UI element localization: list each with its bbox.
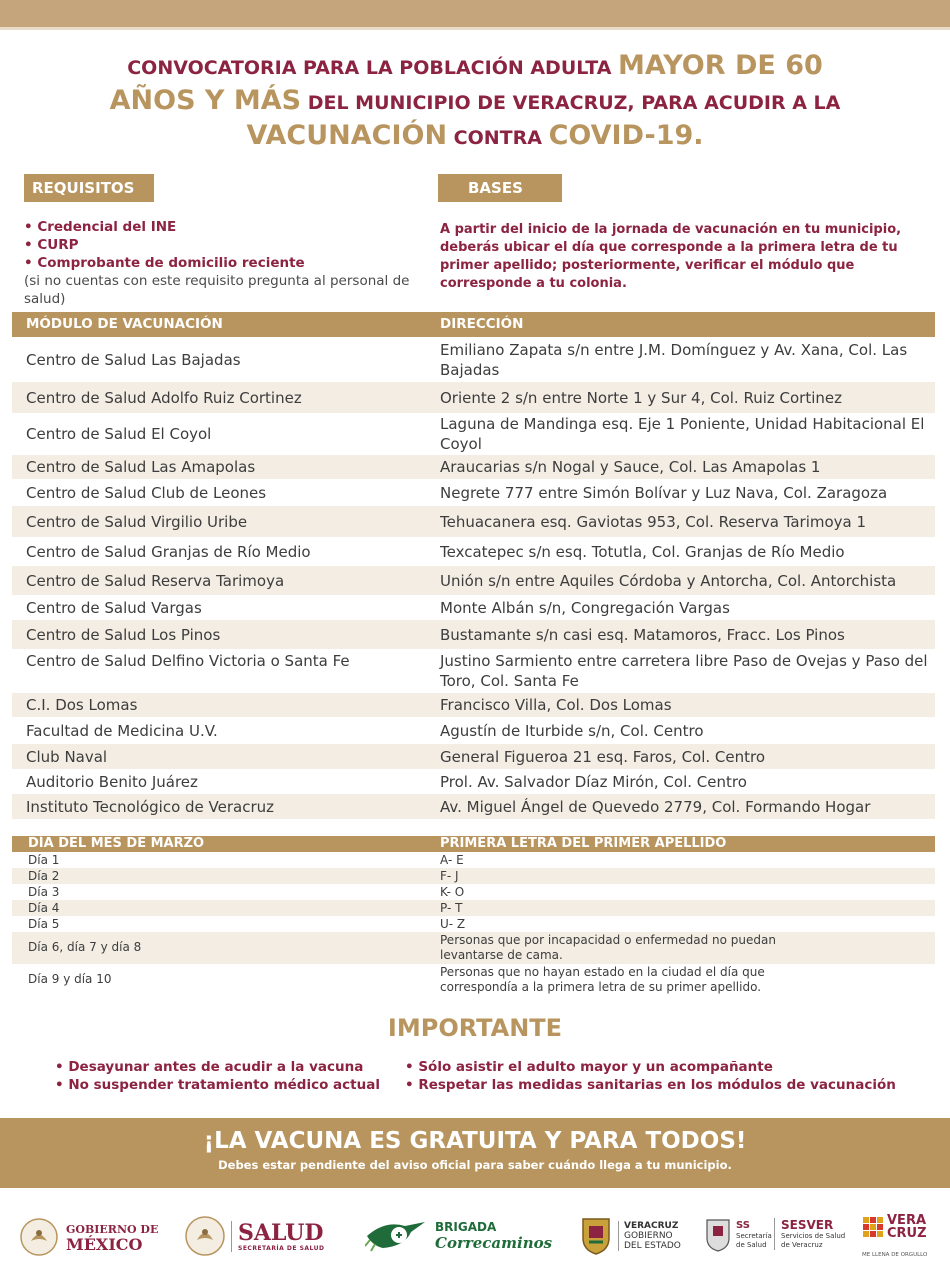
logo-veracruz-line2: GOBIERNO — [624, 1231, 673, 1241]
page-title — [20, 50, 930, 155]
modulo-name: Auditorio Benito Juárez — [26, 773, 198, 791]
modulo-name: Centro de Salud Virgilio Uribe — [26, 513, 248, 531]
dia-label: Día 1 — [28, 853, 60, 867]
modulo-name: Centro de Salud Vargas — [26, 599, 202, 617]
letra-range: U- Z — [440, 917, 466, 931]
dias-col-dia: DÍA DEL MES DE MARZO — [28, 836, 205, 851]
modulo-address: Agustín de Iturbide s/n, Col. Centro — [440, 722, 704, 740]
logo-ss-line2: Secretaría — [736, 1232, 772, 1240]
letra-range: Personas que por incapacidad o enfermedad no puedan levantarse de cama. — [440, 933, 776, 962]
table-row — [12, 413, 935, 455]
table-row — [12, 455, 935, 479]
top-bar — [0, 0, 950, 27]
logo-gobierno-mexico — [20, 1218, 158, 1256]
modulo-name: Centro de Salud Granjas de Río Medio — [26, 543, 311, 561]
table-row — [12, 868, 935, 884]
importante-item: • Desayunar antes de acudir a la vacuna — [55, 1059, 364, 1075]
table-row — [12, 338, 935, 382]
modulo-name: Centro de Salud Las Amapolas — [26, 458, 256, 476]
requisito-item: • Comprobante de domicilio reciente — [24, 255, 305, 271]
logo-sesver-abbr: SESVER — [781, 1218, 834, 1232]
logo-sesver-line3: de Veracruz — [781, 1241, 823, 1249]
table-row — [12, 595, 935, 620]
table-row — [12, 769, 935, 794]
table-row — [12, 900, 935, 916]
modulo-name: Instituto Tecnológico de Veracruz — [26, 798, 275, 816]
importante-right-list — [405, 1058, 925, 1094]
letra-range: K- O — [440, 885, 465, 899]
requisito-item: • Credencial del INE — [24, 219, 177, 235]
logo-gobierno-line2: MÉXICO — [66, 1235, 143, 1254]
logo-ss-line3: de Salud — [736, 1241, 767, 1249]
logo-vera-cruz — [862, 1213, 928, 1258]
table-row — [12, 649, 935, 693]
modulo-address: Francisco Villa, Col. Dos Lomas — [440, 696, 672, 714]
dias-table — [12, 852, 935, 996]
modulo-name: Facultad de Medicina U.V. — [26, 722, 218, 740]
title-part-4: DEL MUNICIPIO DE VERACRUZ, PARA ACUDIR A LA — [301, 92, 841, 114]
table-row — [12, 932, 935, 964]
modulos-col-modulo: MÓDULO DE VACUNACIÓN — [26, 316, 223, 332]
logo-brigada-line2: Correcaminos — [435, 1234, 553, 1252]
bases-label: BASES — [438, 174, 562, 202]
modulo-name: Centro de Salud Los Pinos — [26, 626, 221, 644]
modulo-address: Bustamante s/n casi esq. Matamoros, Fracc. Los Pinos — [440, 626, 845, 644]
logo-sesver-line2: Servicios de Salud — [781, 1232, 846, 1240]
table-row — [12, 537, 935, 566]
modulo-address: Texcatepec s/n esq. Totutla, Col. Granjas de Río Medio — [440, 543, 845, 561]
logo-veracruz-gobierno — [580, 1216, 681, 1256]
title-part-2: MAYOR DE 60 — [618, 50, 823, 81]
modulos-col-direccion: DIRECCIÓN — [440, 316, 524, 332]
eagle-seal-icon — [185, 1216, 225, 1256]
logo-veracruz-line3: DEL ESTADO — [624, 1241, 681, 1251]
importante-title: IMPORTANTE — [387, 1014, 563, 1042]
requisito-item: • CURP — [24, 237, 79, 253]
table-row — [12, 717, 935, 744]
top-bar-line — [0, 27, 950, 30]
modulo-address: Negrete 777 entre Simón Bolívar y Luz Nava, Col. Zaragoza — [440, 484, 888, 502]
logo-veracruz-word2: CRUZ — [887, 1226, 927, 1241]
table-row — [12, 852, 935, 868]
dia-label: Día 6, día 7 y día 8 — [28, 940, 142, 954]
modulo-address: Tehuacanera esq. Gaviotas 953, Col. Reserva Tarimoya 1 — [440, 513, 867, 531]
title-part-1: CONVOCATORIA PARA LA POBLACIÓN ADULTA — [127, 57, 619, 79]
dia-label: Día 2 — [28, 869, 60, 883]
dia-label: Día 4 — [28, 901, 60, 915]
modulo-address: Unión s/n entre Aquiles Córdoba y Antorcha, Col. Antorchista — [440, 572, 897, 590]
modulo-name: Centro de Salud Reserva Tarimoya — [26, 572, 285, 590]
modulo-name: Centro de Salud El Coyol — [26, 425, 212, 443]
modulo-address: General Figueroa 21 esq. Faros, Col. Centro — [440, 748, 766, 766]
title-part-3: AÑOS Y MÁS — [109, 85, 302, 116]
modulo-address: Laguna de Mandinga esq. Eje 1 Poniente, Unidad Habitacional El Coyol — [440, 415, 925, 453]
modulo-address: Monte Albán s/n, Congregación Vargas — [440, 599, 730, 617]
importante-item: • No suspender tratamiento médico actual — [55, 1077, 380, 1093]
logo-salud — [185, 1216, 325, 1256]
table-row — [12, 620, 935, 649]
logo-salud-sub: SECRETARÍA DE SALUD — [238, 1244, 325, 1252]
logo-sesver — [774, 1218, 845, 1250]
table-row — [12, 794, 935, 819]
importante-item: • Respetar las medidas sanitarias en los módulos de vacunación — [405, 1077, 896, 1093]
dias-header — [12, 836, 935, 852]
modulo-address: Av. Miguel Ángel de Quevedo 2779, Col. Formando Hogar — [440, 798, 871, 816]
logo-ss-abbr: SS — [736, 1220, 750, 1231]
banner-subtext: Debes estar pendiente del aviso oficial para saber cuándo llega a tu municipio. — [218, 1158, 732, 1172]
title-part-5: VACUNACIÓN — [246, 120, 448, 151]
logo-ss-secretaria — [705, 1218, 772, 1252]
dia-label: Día 5 — [28, 917, 60, 931]
modulo-name: Centro de Salud Delfino Victoria o Santa Fe — [26, 652, 350, 670]
modulos-table — [12, 338, 935, 819]
logo-veracruz-tagline: ME LLENA DE ORGULLO — [862, 1252, 928, 1258]
modulo-name: Centro de Salud Club de Leones — [26, 484, 267, 502]
table-row — [12, 506, 935, 537]
table-row — [12, 566, 935, 595]
requisitos-label: REQUISITOS — [24, 174, 154, 202]
dias-col-letra: PRIMERA LETRA DEL PRIMER APELLIDO — [440, 836, 727, 851]
logo-veracruz-word1: VERA — [887, 1213, 927, 1228]
modulo-address: Justino Sarmiento entre carretera libre Paso de Ovejas y Paso del Toro, Col. Santa Fe — [440, 652, 928, 690]
modulo-address: Prol. Av. Salvador Díaz Mirón, Col. Centro — [440, 773, 747, 791]
modulos-header — [12, 312, 935, 337]
requisito-note: (si no cuentas con este requisito pregunta al personal de salud) — [24, 273, 410, 307]
logo-gobierno-line1: GOBIERNO DE — [66, 1223, 159, 1236]
table-row — [12, 916, 935, 932]
modulo-name: Centro de Salud Las Bajadas — [26, 351, 241, 369]
veracruz-shield-icon — [580, 1216, 612, 1256]
letra-range: F- J — [440, 869, 459, 883]
table-row — [12, 479, 935, 506]
correcaminos-bird-icon — [365, 1216, 429, 1254]
logo-salud-title: SALUD — [238, 1219, 324, 1246]
banner-headline: ¡LA VACUNA ES GRATUITA Y PARA TODOS! — [203, 1128, 747, 1154]
footer-banner — [0, 1118, 950, 1188]
modulo-address: Oriente 2 s/n entre Norte 1 y Sur 4, Col. Ruiz Cortinez — [440, 389, 842, 407]
requisitos-list — [24, 218, 424, 308]
importante-left-list — [55, 1058, 400, 1094]
table-row — [12, 964, 935, 996]
dia-label: Día 9 y día 10 — [28, 972, 112, 986]
table-row — [12, 744, 935, 769]
modulo-name: Centro de Salud Adolfo Ruiz Cortinez — [26, 389, 302, 407]
logo-brigada-line1: BRIGADA — [435, 1220, 497, 1234]
modulo-address: Emiliano Zapata s/n entre J.M. Domínguez y Av. Xana, Col. Las Bajadas — [440, 341, 908, 379]
title-part-7: COVID-19. — [548, 120, 704, 151]
modulo-address: Araucarias s/n Nogal y Sauce, Col. Las Amapolas 1 — [440, 458, 821, 476]
logos-bar — [0, 1210, 950, 1270]
letra-range: P- T — [440, 901, 463, 915]
bases-text: A partir del inicio de la jornada de vacunación en tu municipio, deberás ubicar el día que corresponde a la primera letra de tu primer apellido; posteriormente, verificar el módulo que corresponde a tu colonia. — [440, 222, 902, 291]
table-row — [12, 382, 935, 413]
ss-shield-icon — [705, 1218, 731, 1252]
importante-item: • Sólo asistir el adulto mayor y un acompañante — [405, 1059, 773, 1075]
letra-range: Personas que no hayan estado en la ciudad el día que correspondía a la primera letra de su primer apellido. — [440, 965, 765, 994]
table-row — [12, 693, 935, 717]
title-part-6: CONTRA — [447, 127, 549, 149]
dia-label: Día 3 — [28, 885, 60, 899]
logo-veracruz-line1: VERACRUZ — [624, 1221, 679, 1231]
letra-range: A- E — [440, 853, 464, 867]
table-row — [12, 884, 935, 900]
flower-grid-icon — [862, 1216, 884, 1238]
modulo-name: Club Naval — [26, 748, 108, 766]
logo-brigada-correcaminos — [365, 1216, 552, 1254]
eagle-seal-icon — [20, 1218, 58, 1256]
modulo-name: C.I. Dos Lomas — [26, 696, 138, 714]
